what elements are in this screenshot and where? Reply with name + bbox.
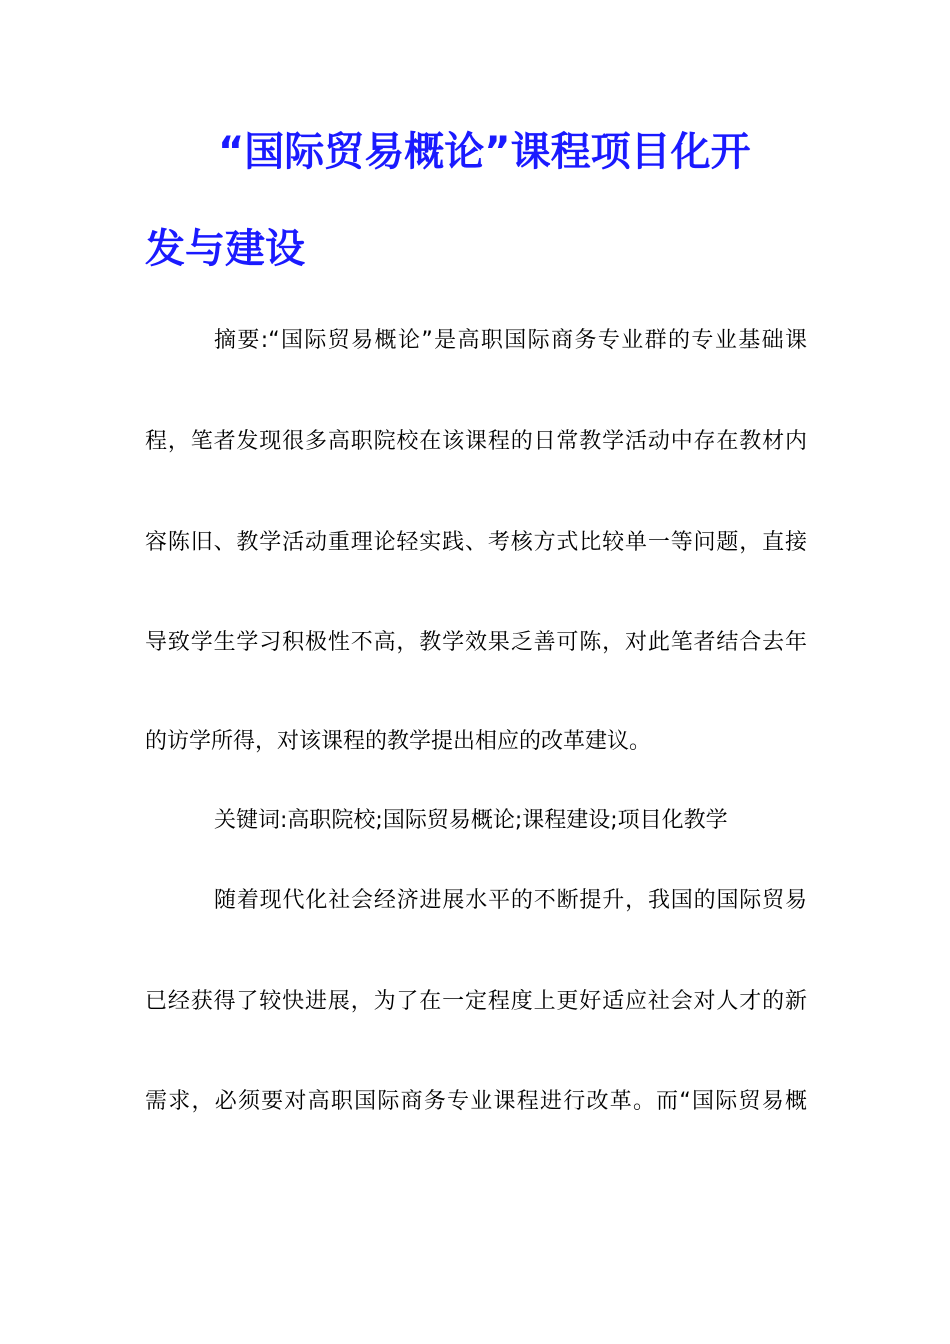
document-title-line-2: 发与建设 — [145, 226, 305, 272]
keywords-line: 关键词:高职院校;国际贸易概论;课程建设;项目化教学 — [214, 808, 728, 833]
abstract-line-3: 容陈旧、教学活动重理论轻实践、考核方式比较单一等问题，直接 — [145, 530, 807, 555]
abstract-line-2: 程，笔者发现很多高职院校在该课程的日常教学活动中存在教材内 — [145, 429, 807, 454]
document-title-line-1: “国际贸易概论”课程项目化开 — [218, 129, 751, 175]
abstract-line-1: 摘要:“国际贸易概论”是高职国际商务专业群的专业基础课 — [214, 328, 807, 353]
body-line-1: 随着现代化社会经济进展水平的不断提升，我国的国际贸易 — [214, 888, 807, 913]
abstract-line-5: 的访学所得，对该课程的教学提出相应的改革建议。 — [145, 729, 652, 754]
body-line-3: 需求，必须要对高职国际商务专业课程进行改革。而“国际贸易概 — [145, 1089, 807, 1114]
body-line-2: 已经获得了较快进展，为了在一定程度上更好适应社会对人才的新 — [145, 989, 807, 1014]
abstract-line-4: 导致学生学习积极性不高，教学效果乏善可陈，对此笔者结合去年 — [145, 630, 807, 655]
